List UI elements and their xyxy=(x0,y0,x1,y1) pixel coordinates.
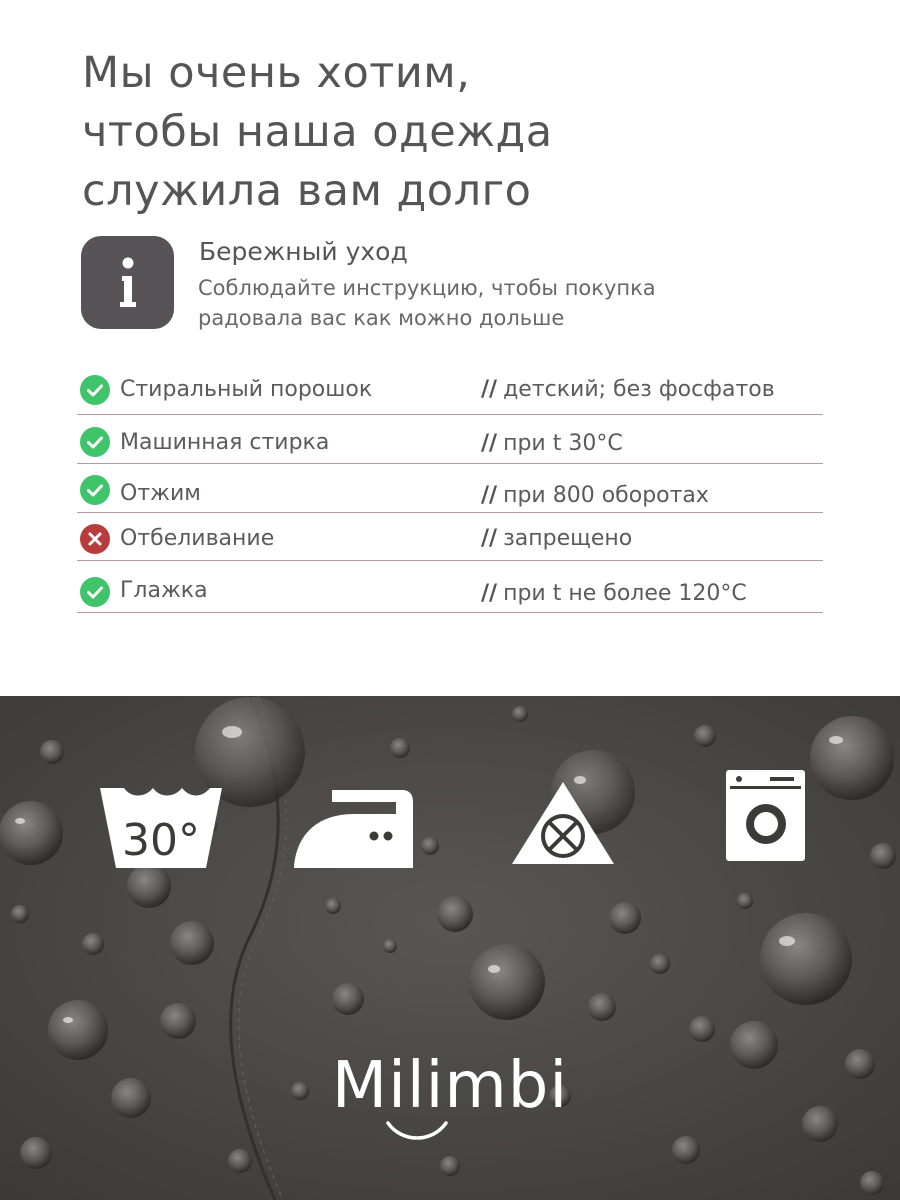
separator: // xyxy=(481,431,498,456)
separator: // xyxy=(481,526,498,551)
wash-30-icon xyxy=(98,784,228,874)
care-title: Бережный уход xyxy=(199,237,408,266)
care-row-machine-wash xyxy=(77,415,823,464)
care-row-value xyxy=(481,579,747,609)
info-icon xyxy=(81,236,174,329)
care-row-label: Стиральный порошок xyxy=(120,377,373,402)
care-row-value-text: детский; без фосфатов xyxy=(503,377,775,402)
care-row-value xyxy=(481,375,775,405)
care-row-label: Отбеливание xyxy=(120,526,275,551)
check-icon xyxy=(80,375,110,405)
headline-line: Мы очень хотим, xyxy=(82,48,471,98)
brand-logo: Milimbi xyxy=(331,1049,569,1123)
fabric-photo-section xyxy=(0,696,900,1200)
check-icon xyxy=(80,475,110,505)
care-row-value-text: при 800 оборотах xyxy=(503,483,709,508)
iron-icon xyxy=(292,788,414,870)
care-row-ironing xyxy=(77,561,823,613)
care-row-bleach xyxy=(77,513,823,561)
care-row-value-text: запрещено xyxy=(503,526,633,551)
cross-icon xyxy=(80,524,110,554)
care-row-spin xyxy=(77,464,823,513)
care-row-value xyxy=(481,481,709,511)
check-icon xyxy=(80,577,110,607)
headline-line: служила вам долго xyxy=(82,166,532,216)
check-icon xyxy=(80,427,110,457)
care-row-detergent xyxy=(77,363,823,415)
washing-machine-icon xyxy=(726,770,806,862)
care-row-label: Отжим xyxy=(120,481,201,506)
care-description-line: радовала вас как можно дольше xyxy=(198,306,565,330)
wash-temperature: 30° xyxy=(122,815,200,866)
separator: // xyxy=(481,377,498,402)
care-instructions-table xyxy=(77,363,823,613)
separator: // xyxy=(481,483,498,508)
care-row-value xyxy=(481,429,623,459)
care-row-label: Глажка xyxy=(120,578,208,603)
care-row-value xyxy=(481,524,632,554)
logo-smile-icon xyxy=(382,1119,452,1145)
care-description-line: Соблюдайте инструкцию, чтобы покупка xyxy=(198,276,656,300)
headline-line: чтобы наша одежда xyxy=(82,107,553,157)
no-bleach-icon xyxy=(510,780,616,866)
separator: // xyxy=(481,581,498,606)
care-description xyxy=(198,273,818,333)
care-row-label: Машинная стирка xyxy=(120,430,330,455)
care-row-value-text: при t 30°C xyxy=(503,431,623,456)
headline xyxy=(82,44,822,221)
care-row-value-text: при t не более 120°C xyxy=(503,581,747,606)
